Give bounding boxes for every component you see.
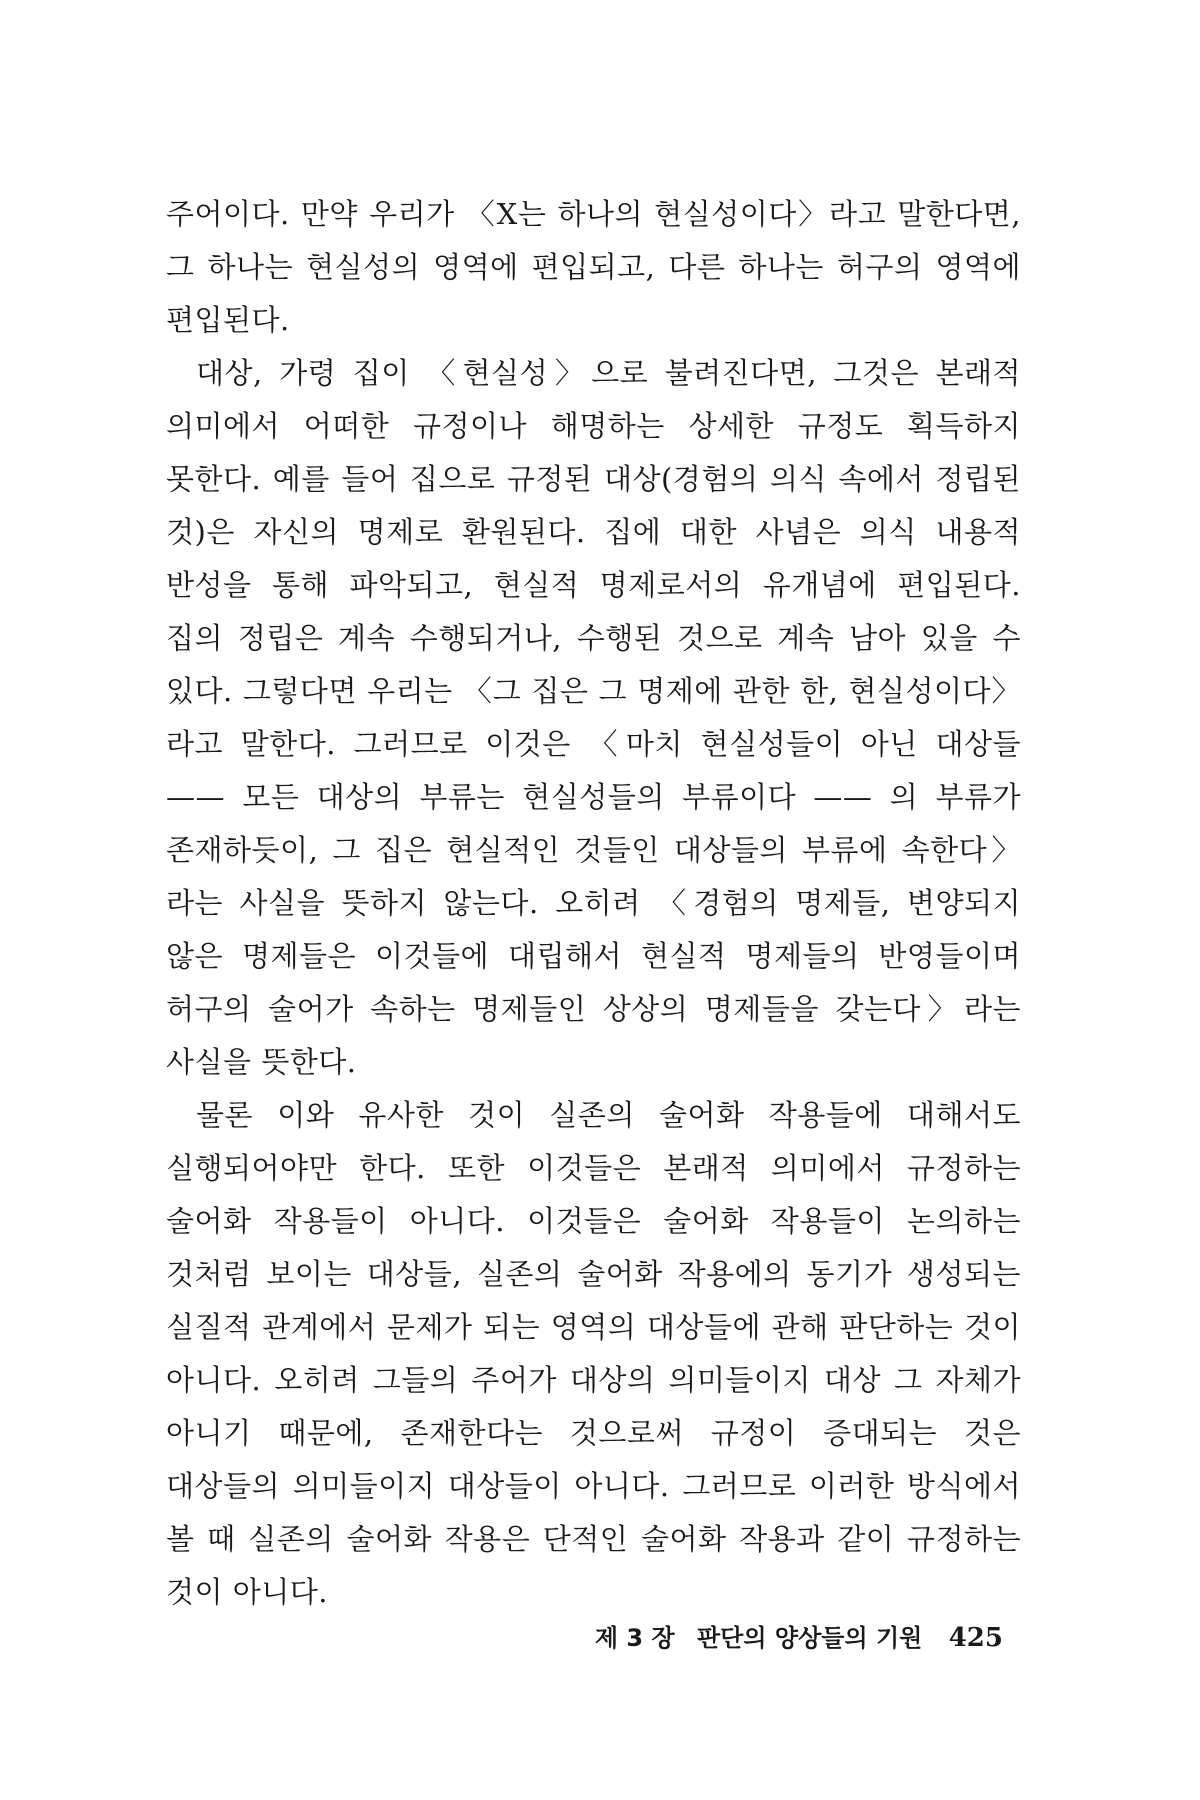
running-footer <box>595 1618 1003 1653</box>
page-number: 425 <box>948 1623 1003 1653</box>
body-text <box>166 188 1021 1619</box>
chapter-label: 제 3 장 <box>594 1624 675 1652</box>
paragraph-existence-predication: 물론 이와 유사한 것이 실존의 술어화 작용들에 대해서도 실행되어야만 한다. 또한 이것들은 본래적 의미에서 규정하는 술어화 작용들이 아니다. 이것들은 술어화 작용들이 논의하는 것처럼 보이는 대상들, 실존의 술어화 작용에의 동기가 생성되는 실질적 관계에서 문제가 되는 영역의 대상들에 관해 판단하는 것이 아니다. 오히려 그들의 주어가 대상의 의미들이지 대상 그 자체가 아니기 때문에, 존재한다는 것으로써 규정이 증대되는 것은 대상들의 의미들이지 대상들이 아니다. 그러므로 이러한 방식에서 볼 때 실존의 술어화 작용은 단적인 술어화 작용과 같이 규정하는 것이 아니다. <box>166 1098 1021 1609</box>
paragraph-continuation: 주어이다. 만약 우리가 〈X는 하나의 현실성이다〉라고 말한다면, 그 하나는 현실성의 영역에 편입되고, 다른 하나는 허구의 영역에 편입된다. <box>166 197 1021 337</box>
chapter-title: 판단의 양상들의 기원 <box>696 1624 923 1652</box>
paragraph-house-reality: 대상, 가령 집이 〈현실성〉으로 불려진다면, 그것은 본래적 의미에서 어떠한 규정이나 해명하는 상세한 규정도 획득하지 못한다. 예를 들어 집으로 규정된 대상(경험의 의식 속에서 정립된 것)은 자신의 명제로 환원된다. 집에 대한 사념은 의식 내용적 반성을 통해 파악되고, 현실적 명제로서의 유개념에 편입된다. 집의 정립은 계속 수행되거나, 수행된 것으로 계속 남아 있을 수 있다. 그렇다면 우리는 〈그 집은 그 명제에 관한 한, 현실성이다〉라고 말한다. 그러므로 이것은 〈마치 현실성들이 아닌 대상들 —— 모든 대상의 부류는 현실성들의 부류이다 —— 의 부류가 존재하듯이, 그 집은 현실적인 것들인 대상들의 부류에 속한다〉라는 사실을 뜻하지 않는다. 오히려 〈경험의 명제들, 변양되지 않은 명제들은 이것들에 대립해서 현실적 명제들의 반영들이며 허구의 술어가 속하는 명제들인 상상의 명제들을 갖는다〉라는 사실을 뜻한다. <box>166 356 1021 1079</box>
